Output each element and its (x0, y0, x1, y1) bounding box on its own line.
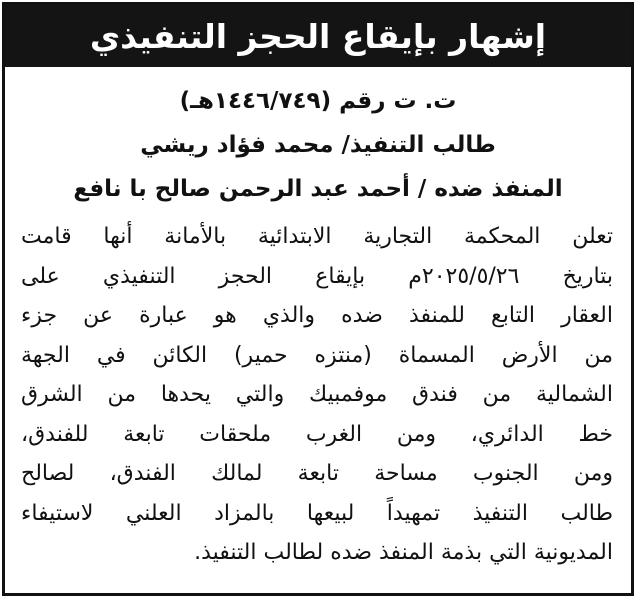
body-line-1: تعلن المحكمة التجارية الابتدائية بالأمانة أنها قامت (21, 224, 613, 249)
notice-frame (2, 2, 634, 596)
execution-respondent: المنفذ ضده / أحمد عبد الرحمن صالح با نافع (73, 176, 563, 202)
case-number: ت. ت رقم (١٤٤٦/٧٤٩هـ) (179, 88, 457, 114)
body-line-2: بتاريخ ٢٠٢٥/٥/٢٦م بإيقاع الحجز التنفيذي على (21, 263, 614, 289)
execution-applicant: طالب التنفيذ/ محمد فؤاد ريشي (140, 132, 496, 158)
notice-title: إشهار بإيقاع الحجز التنفيذي (5, 5, 631, 67)
body-line-6: خط الدائري، ومن الغرب ملحقات تابعة للفندق، (21, 421, 613, 447)
body-line-4: من الأرض المسماة (منتزه حمير) الكائن في الجهة (21, 342, 613, 368)
body-line-5: الشمالية من فندق موفمبيك والتي يحدها من الشرق (21, 382, 613, 407)
body-line-8: طالب التنفيذ تمهيداً لبيعها بالمزاد العلني لاستيفاء (21, 500, 613, 526)
notice-body (21, 217, 613, 573)
body-line-3: العقار التابع للمنفذ ضده والذي هو عبارة عن جزء (21, 303, 613, 328)
body-line-7: ومن الجنوب مساحة تابعة لمالك الفندق، لصالح (21, 461, 613, 486)
case-header (15, 79, 621, 211)
body-line-9: المديونية التي بذمة المنفذ ضده لطالب التنفيذ. (194, 540, 613, 565)
